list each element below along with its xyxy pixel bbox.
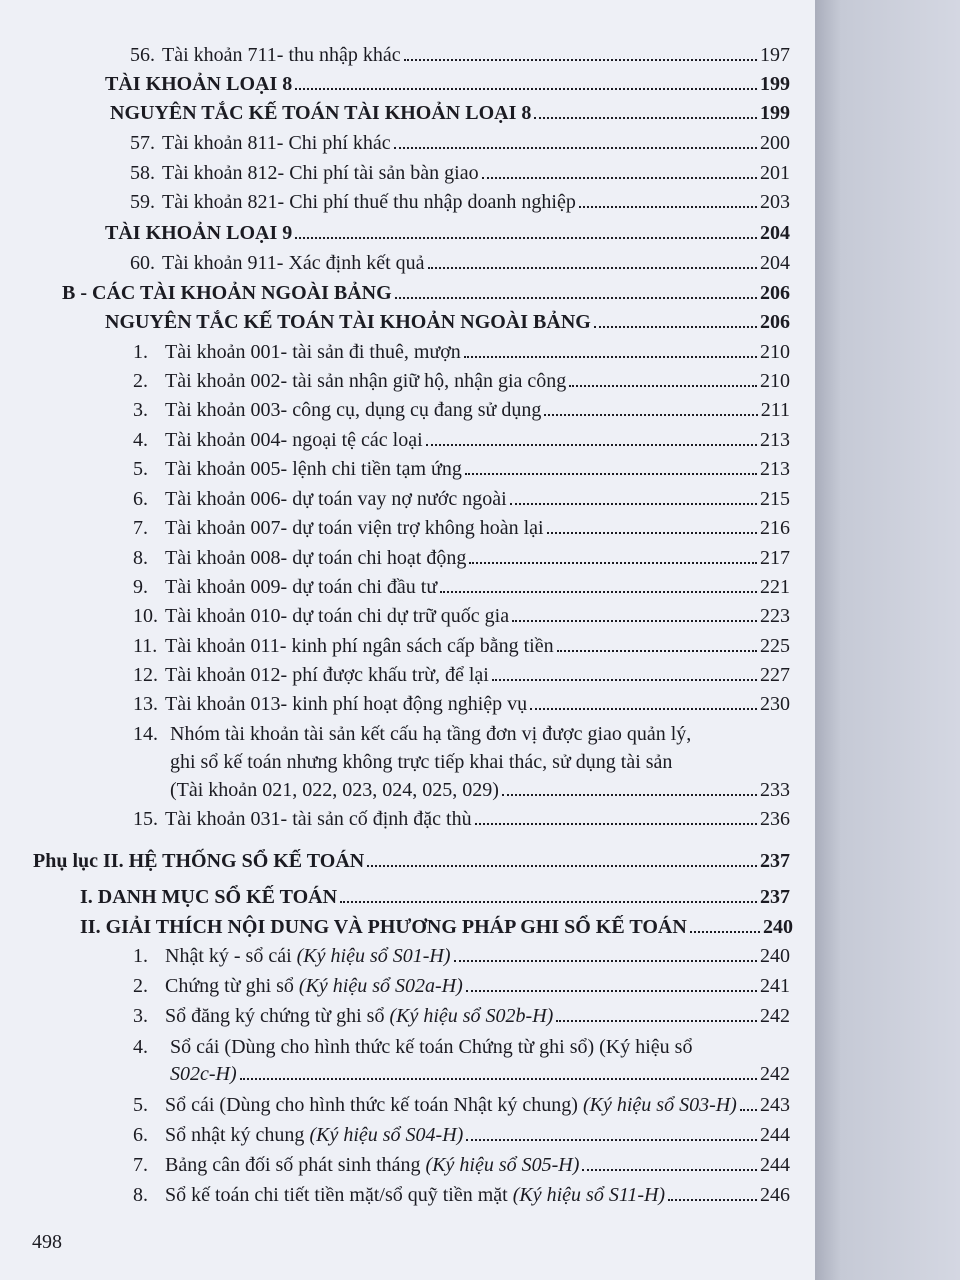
entry-number: 15.: [133, 808, 158, 830]
entry-page: 244: [760, 1124, 790, 1146]
entry-page: 217: [760, 547, 790, 569]
entry-number: 4.: [133, 429, 148, 451]
dot-leader: [510, 503, 757, 505]
entry-page: 203: [760, 191, 790, 213]
entry-number: 57.: [130, 132, 155, 154]
entry-title: Nhật ký - sổ cái (Ký hiệu sổ S01-H): [165, 945, 451, 967]
entry-page: 227: [760, 664, 790, 686]
entry-number: 10.: [133, 605, 158, 627]
entry-number: 5.: [133, 1094, 148, 1116]
entry-number: 9.: [133, 576, 148, 598]
toc-entry-line: ghi sổ kế toán nhưng không trực tiếp khai thác, sử dụng tài sản: [170, 751, 673, 773]
dot-leader: [475, 823, 757, 825]
entry-page: 200: [760, 132, 790, 154]
entry-page: 204: [760, 222, 790, 244]
entry-page: 246: [760, 1184, 790, 1206]
toc-entry: [133, 397, 790, 423]
entry-title: Sổ nhật ký chung (Ký hiệu sổ S04-H): [165, 1124, 464, 1146]
entry-page: 210: [760, 370, 790, 392]
entry-number: 4.: [133, 1036, 148, 1058]
dot-leader: [547, 532, 757, 534]
dot-leader: [240, 1078, 757, 1080]
dot-leader: [482, 177, 757, 179]
entry-page: 243: [760, 1094, 790, 1116]
entry-page: 240: [763, 916, 793, 938]
toc-entry: [133, 1003, 790, 1029]
entry-title-line: Nhóm tài khoản tài sản kết cấu hạ tầng đơn vị được giao quản lý,: [170, 723, 692, 745]
entry-number: 6.: [133, 1124, 148, 1146]
toc-heading: [80, 914, 793, 940]
entry-page: 206: [760, 282, 790, 304]
dot-leader: [569, 385, 757, 387]
toc-entry: [133, 545, 790, 571]
entry-title: TÀI KHOẢN LOẠI 9: [105, 222, 293, 244]
toc-entry: [133, 691, 790, 717]
dot-leader: [367, 865, 757, 867]
dot-leader: [340, 901, 757, 903]
toc-entry: [133, 368, 790, 394]
toc-entry: [133, 806, 790, 832]
entry-title: Tài khoản 003- công cụ, dụng cụ đang sử dụng: [165, 399, 542, 421]
entry-page: 201: [760, 162, 790, 184]
dot-leader: [295, 237, 757, 239]
entry-page: 210: [760, 341, 790, 363]
entry-page: 236: [760, 808, 790, 830]
next-page-edge: [815, 0, 960, 1280]
entry-number: 7.: [133, 517, 148, 539]
entry-number: 1.: [133, 945, 148, 967]
entry-page: 225: [760, 635, 790, 657]
entry-page: 233: [760, 779, 790, 801]
entry-title: Tài khoản 008- dự toán chi hoạt động: [165, 547, 467, 569]
entry-title: Sổ cái (Dùng cho hình thức kế toán Nhật ký chung) (Ký hiệu sổ S03-H): [165, 1094, 737, 1116]
entry-page: 211: [760, 399, 790, 421]
dot-leader: [556, 1020, 757, 1022]
dot-leader: [740, 1109, 757, 1111]
entry-page: 213: [760, 429, 790, 451]
dot-leader: [690, 931, 760, 933]
entry-title: Tài khoản 004- ngoại tệ các loại: [165, 429, 423, 451]
entry-title: Sổ đăng ký chứng từ ghi sổ (Ký hiệu sổ S02b-H): [165, 1005, 554, 1027]
entry-title: (Tài khoản 021, 022, 023, 024, 025, 029): [170, 779, 499, 801]
dot-leader: [466, 1139, 757, 1141]
entry-title: Tài khoản 821- Chi phí thuế thu nhập doanh nghiệp: [162, 191, 576, 213]
dot-leader: [464, 356, 757, 358]
toc-entry: [133, 427, 790, 453]
dot-leader: [544, 414, 757, 416]
entry-page: 237: [760, 850, 790, 872]
toc-heading: [62, 280, 790, 306]
toc-entry: [130, 42, 790, 68]
entry-title: Bảng cân đối số phát sinh tháng (Ký hiệu sổ S05-H): [165, 1154, 580, 1176]
entry-title: NGUYÊN TẮC KẾ TOÁN TÀI KHOẢN NGOÀI BẢNG: [105, 311, 591, 333]
entry-number: 59.: [130, 191, 155, 213]
entry-page: 244: [760, 1154, 790, 1176]
dot-leader: [426, 444, 757, 446]
toc-entry: [130, 189, 790, 215]
dot-leader: [502, 794, 757, 796]
toc-heading: [105, 309, 790, 335]
dot-leader: [454, 960, 758, 962]
dot-leader: [466, 990, 757, 992]
toc-entry: [133, 339, 790, 365]
entry-number: 14.: [133, 723, 158, 745]
entry-title: Tài khoản 013- kinh phí hoạt động nghiệp vụ: [165, 693, 528, 715]
dot-leader: [530, 708, 757, 710]
toc-entry: [133, 1122, 790, 1148]
entry-number: 2.: [133, 975, 148, 997]
toc-entry: [133, 574, 790, 600]
dot-leader: [428, 267, 757, 269]
entry-page: 199: [760, 102, 790, 124]
dot-leader: [465, 473, 757, 475]
dot-leader: [295, 88, 757, 90]
toc-heading: [110, 100, 790, 126]
entry-page: 206: [760, 311, 790, 333]
entry-number: 7.: [133, 1154, 148, 1176]
entry-page: 242: [760, 1063, 790, 1085]
dot-leader: [404, 59, 757, 61]
dot-leader: [557, 650, 757, 652]
dot-leader: [579, 206, 757, 208]
entry-number: 8.: [133, 1184, 148, 1206]
entry-number: 58.: [130, 162, 155, 184]
entry-title: Tài khoản 002- tài sản nhận giữ hộ, nhận gia công: [165, 370, 567, 392]
entry-page: 240: [760, 945, 790, 967]
entry-title: Tài khoản 010- dự toán chi dự trữ quốc gia: [165, 605, 510, 627]
entry-number: 13.: [133, 693, 158, 715]
toc-entry: [133, 662, 790, 688]
entry-page: 215: [760, 488, 790, 510]
entry-title: Chứng từ ghi sổ (Ký hiệu sổ S02a-H): [165, 975, 463, 997]
toc-entry: [133, 603, 790, 629]
entry-title: Tài khoản 031- tài sản cố định đặc thù: [165, 808, 472, 830]
entry-page: 216: [760, 517, 790, 539]
entry-title: I. DANH MỤC SỔ KẾ TOÁN: [80, 886, 338, 908]
entry-title: Tài khoản 009- dự toán chi đầu tư: [165, 576, 438, 598]
dot-leader: [594, 326, 757, 328]
entry-page: 221: [760, 576, 790, 598]
dot-leader: [668, 1199, 757, 1201]
toc-heading: [80, 884, 790, 910]
entry-title: Tài khoản 011- kinh phí ngân sách cấp bằng tiền: [165, 635, 554, 657]
entry-title: Tài khoản 001- tài sản đi thuê, mượn: [165, 341, 461, 363]
entry-title: Tài khoản 911- Xác định kết quả: [162, 252, 425, 274]
entry-title: Tài khoản 005- lệnh chi tiền tạm ứng: [165, 458, 462, 480]
entry-title: Tài khoản 812- Chi phí tài sản bàn giao: [162, 162, 479, 184]
toc-entry: [133, 456, 790, 482]
entry-number: 60.: [130, 252, 155, 274]
entry-number: 3.: [133, 1005, 148, 1027]
toc-entry: [133, 486, 790, 512]
dot-leader: [492, 679, 757, 681]
toc-heading: [105, 71, 790, 97]
toc-entry: [170, 777, 790, 803]
entry-title-line: Sổ cái (Dùng cho hình thức kế toán Chứng từ ghi sổ) (Ký hiệu sổ: [170, 1036, 693, 1058]
entry-title: S02c-H): [170, 1063, 237, 1085]
entry-page: 230: [760, 693, 790, 715]
toc-heading: [105, 220, 790, 246]
entry-number: 1.: [133, 341, 148, 363]
dot-leader: [394, 147, 757, 149]
entry-title: Tài khoản 006- dự toán vay nợ nước ngoài: [165, 488, 507, 510]
toc-entry: [133, 515, 790, 541]
entry-page: 197: [760, 44, 790, 66]
entry-number: 11.: [133, 635, 158, 657]
dot-leader: [512, 620, 757, 622]
toc-entry: [133, 1182, 790, 1208]
toc-entry: [133, 633, 790, 659]
entry-title: Tài khoản 012- phí được khấu trừ, để lại: [165, 664, 489, 686]
toc-entry: [133, 973, 790, 999]
entry-number: 6.: [133, 488, 148, 510]
entry-title: Tài khoản 711- thu nhập khác: [162, 44, 401, 66]
entry-page: 237: [760, 886, 790, 908]
toc-heading: [33, 848, 790, 874]
entry-page: 213: [760, 458, 790, 480]
entry-number: 2.: [133, 370, 148, 392]
entry-page: 242: [760, 1005, 790, 1027]
entry-title: Tài khoản 007- dự toán viện trợ không hoàn lại: [165, 517, 544, 539]
entry-number: 8.: [133, 547, 148, 569]
entry-title: NGUYÊN TẮC KẾ TOÁN TÀI KHOẢN LOẠI 8: [110, 102, 532, 124]
page-number: 498: [32, 1231, 62, 1253]
entry-title: B - CÁC TÀI KHOẢN NGOÀI BẢNG: [62, 282, 392, 304]
entry-title: Phụ lục II. HỆ THỐNG SỔ KẾ TOÁN: [33, 850, 365, 872]
toc-entry: [133, 943, 790, 969]
toc-entry: [130, 130, 790, 156]
entry-title: II. GIẢI THÍCH NỘI DUNG VÀ PHƯƠNG PHÁP GHI SỔ KẾ TOÁN: [80, 916, 687, 938]
entry-title: Sổ kế toán chi tiết tiền mặt/sổ quỹ tiền mặt (Ký hiệu sổ S11-H): [165, 1184, 666, 1206]
entry-page: 199: [760, 73, 790, 95]
entry-title: TÀI KHOẢN LOẠI 8: [105, 73, 293, 95]
toc-entry: [133, 1092, 790, 1118]
toc-entry: [170, 1061, 790, 1087]
toc-entry: [130, 250, 790, 276]
dot-leader: [440, 591, 757, 593]
dot-leader: [534, 117, 757, 119]
toc-entry: [130, 160, 790, 186]
entry-page: 241: [760, 975, 790, 997]
entry-page: 204: [760, 252, 790, 274]
entry-number: 56.: [130, 44, 155, 66]
entry-number: 3.: [133, 399, 148, 421]
toc-entry-line: [133, 1034, 692, 1060]
toc-entry: [133, 1152, 790, 1178]
toc-entry-line: [133, 721, 691, 747]
entry-page: 223: [760, 605, 790, 627]
entry-number: 5.: [133, 458, 148, 480]
dot-leader: [395, 297, 757, 299]
entry-title: Tài khoản 811- Chi phí khác: [162, 132, 391, 154]
dot-leader: [582, 1169, 757, 1171]
dot-leader: [469, 562, 757, 564]
entry-number: 12.: [133, 664, 158, 686]
